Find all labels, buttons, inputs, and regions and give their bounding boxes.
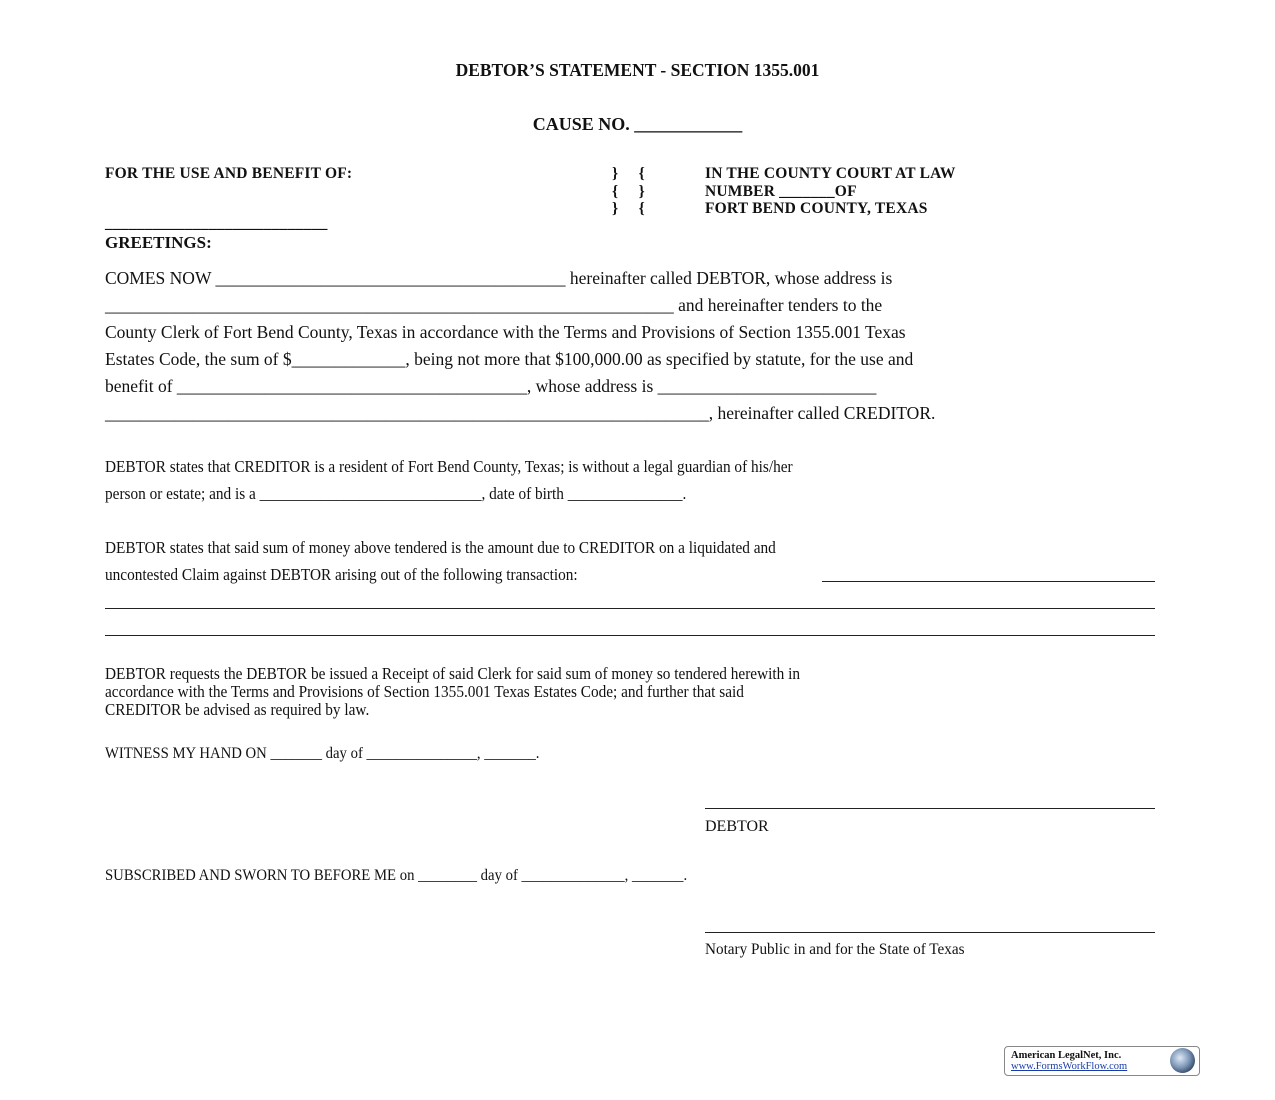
- notary-signature-line[interactable]: [705, 932, 1155, 933]
- paragraph-2-line-1: DEBTOR states that CREDITOR is a resident of Fort Bend County, Texas; is without a legal guardian of his/her: [105, 457, 793, 476]
- greetings-heading: GREETINGS:: [105, 233, 212, 252]
- paragraph-1-line-5: benefit of ________________________________________, whose address is _________________________: [105, 376, 877, 396]
- paragraph-1-line-6: _____________________________________________________________________, hereinafter called CREDITOR.: [105, 403, 936, 423]
- transaction-blank-line-3: [105, 635, 1155, 636]
- court-name-line: IN THE COUNTY COURT AT LAW: [705, 165, 956, 182]
- paragraph-4-line-1: DEBTOR requests the DEBTOR be issued a Receipt of said Clerk for said sum of money so tendered herewith in: [105, 664, 801, 683]
- transaction-blank-line-1: [822, 581, 1155, 582]
- debtor-signature-line[interactable]: [705, 808, 1155, 809]
- caption-left-blank: ____________________________: [105, 215, 328, 232]
- paragraph-4-line-2: accordance with the Terms and Provisions of Section 1355.001 Texas Estates Code; and further that said: [105, 682, 744, 701]
- badge-url-link[interactable]: www.FormsWorkFlow.com: [1011, 1061, 1128, 1072]
- caption-bracket-row-2: { }: [612, 183, 645, 200]
- paragraph-1-line-4: Estates Code, the sum of $_____________, being not more that $100,000.00 as specified by statute, for the use and: [105, 349, 914, 369]
- notary-signature-label: Notary Public in and for the State of Texas: [705, 941, 965, 958]
- transaction-blank-line-2: [105, 608, 1155, 609]
- caption-bracket-row-3: } {: [612, 200, 645, 217]
- badge-company-name: American LegalNet, Inc.: [1011, 1050, 1122, 1061]
- document-title: DEBTOR’S STATEMENT - SECTION 1355.001: [455, 60, 820, 80]
- paragraph-1-line-2: _________________________________________________________________ and hereinafter tenders to the: [105, 295, 883, 315]
- paragraph-4-line-3: CREDITOR be advised as required by law.: [105, 700, 370, 719]
- paragraph-2-line-2: person or estate; and is a _____________________________, date of birth _______________.: [105, 484, 687, 503]
- paragraph-1-line-1: COMES NOW ________________________________________ hereinafter called DEBTOR, whose address is: [105, 268, 893, 288]
- caption-bracket-row-1: } {: [612, 165, 645, 182]
- paragraph-3-line-2: uncontested Claim against DEBTOR arising out of the following transaction:: [105, 565, 578, 584]
- paragraph-1-line-3: County Clerk of Fort Bend County, Texas in accordance with the Terms and Provisions of Section 1355.001 Texas: [105, 322, 906, 342]
- court-number-line: NUMBER _______OF: [705, 183, 857, 200]
- globe-logo-icon: [1170, 1048, 1195, 1073]
- cause-number: CAUSE NO. ____________: [532, 114, 743, 134]
- sworn-line: SUBSCRIBED AND SWORN TO BEFORE ME on ________ day of ______________, _______.: [105, 867, 688, 884]
- court-county-line: FORT BEND COUNTY, TEXAS: [705, 200, 928, 217]
- american-legalnet-badge[interactable]: [1004, 1046, 1200, 1076]
- caption-left-label: FOR THE USE AND BENEFIT OF:: [105, 165, 353, 182]
- debtor-signature-label: DEBTOR: [705, 818, 769, 835]
- paragraph-3-line-1: DEBTOR states that said sum of money above tendered is the amount due to CREDITOR on a liquidated and: [105, 538, 776, 557]
- witness-line: WITNESS MY HAND ON _______ day of _______________, _______.: [105, 745, 540, 762]
